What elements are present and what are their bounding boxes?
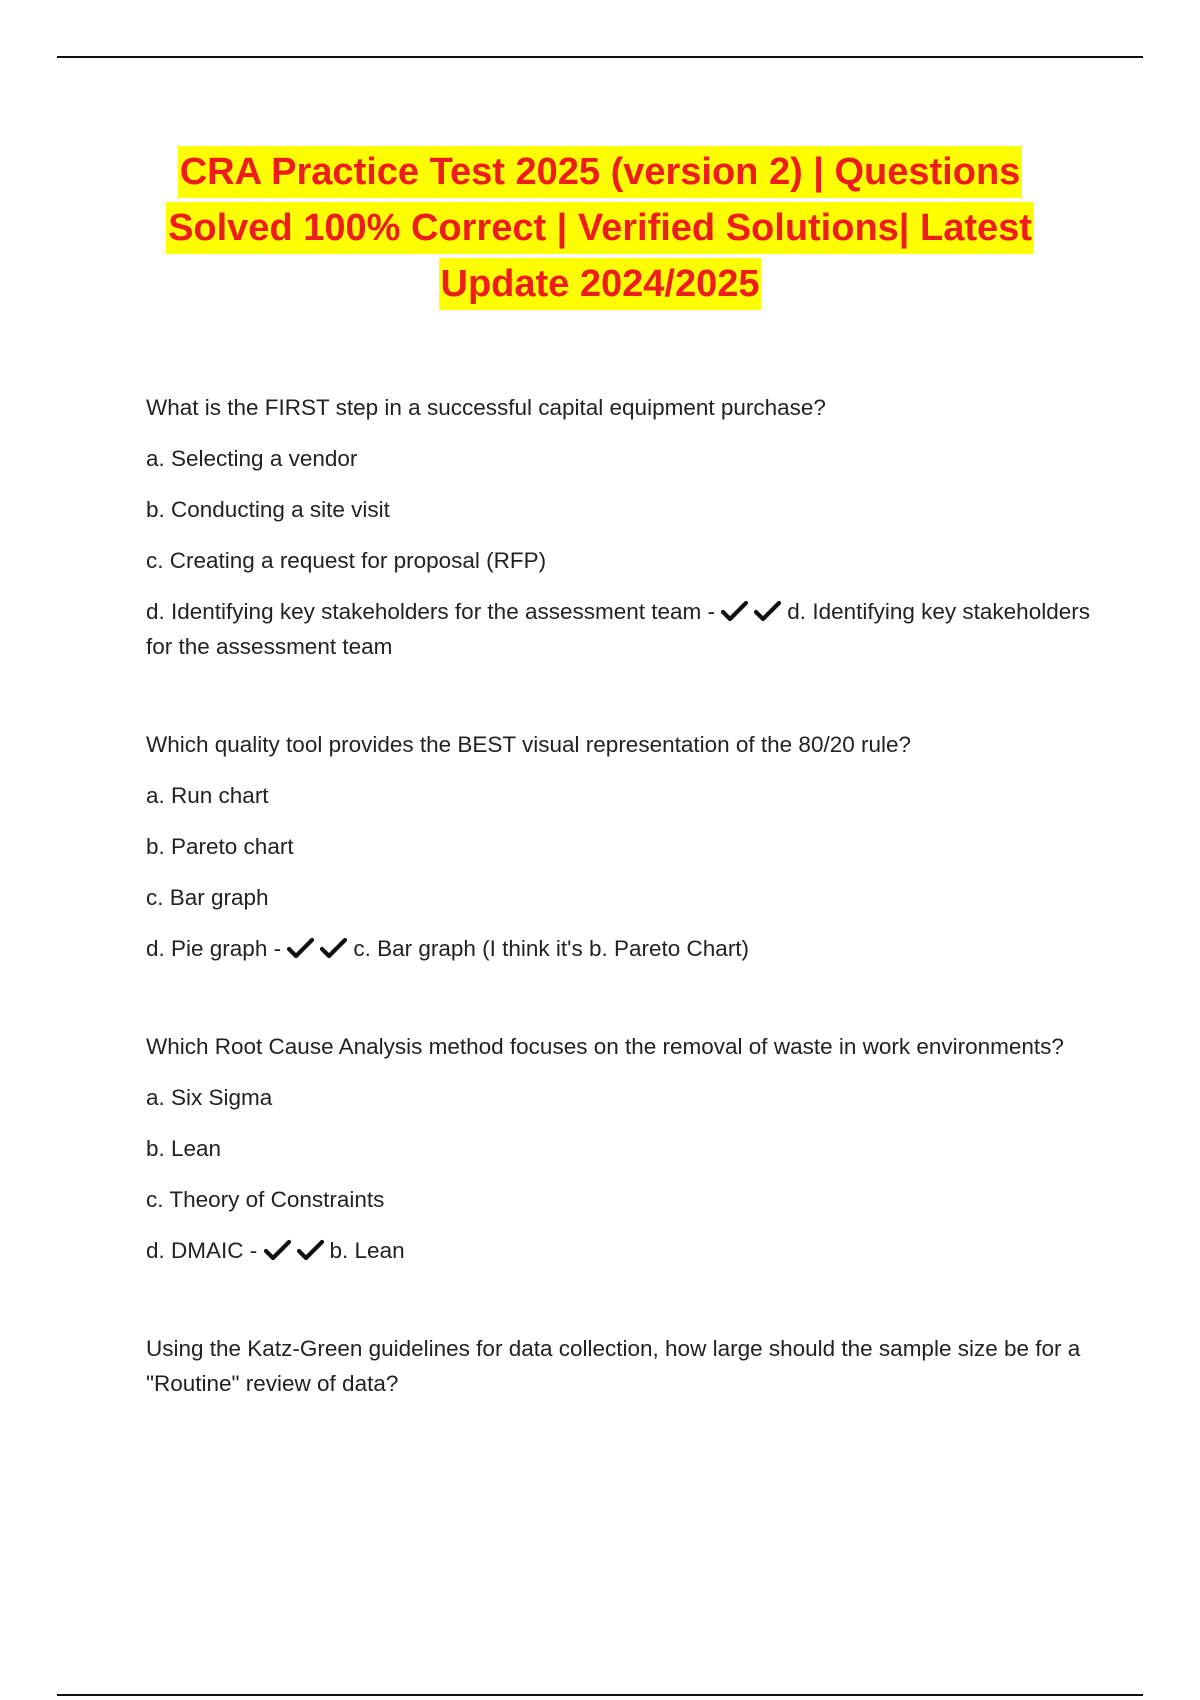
top-rule	[57, 56, 1143, 58]
question-2	[146, 727, 1096, 966]
check-icon	[297, 1239, 324, 1261]
question-list	[146, 390, 1096, 1464]
question-text: Using the Katz-Green guidelines for data collection, how large should the sample size be for a "Routine" review of data?	[146, 1336, 1081, 1396]
question-text: Which quality tool provides the BEST visual representation of the 80/20 rule?	[146, 732, 912, 757]
title-line-2: Solved 100% Correct | Verified Solutions| Latest	[166, 202, 1034, 254]
option-d	[146, 594, 1096, 664]
option-d-text: d. Identifying key stakeholders for the assessment team -	[146, 599, 716, 624]
check-icon	[264, 1239, 291, 1261]
answer-text: c. Bar graph (I think it's b. Pareto Chart)	[353, 936, 750, 961]
question-1	[146, 390, 1096, 664]
option-b: b. Conducting a site visit	[146, 497, 390, 522]
option-a: a. Run chart	[146, 783, 269, 808]
option-c: c. Creating a request for proposal (RFP)	[146, 548, 547, 573]
option-d-text: d. Pie graph -	[146, 936, 282, 961]
option-d	[146, 931, 1096, 966]
bottom-rule	[57, 1694, 1143, 1696]
check-icon	[287, 937, 314, 959]
title-line-1: CRA Practice Test 2025 (version 2) | Questions	[178, 146, 1023, 198]
document-title	[100, 144, 1100, 312]
question-text: What is the FIRST step in a successful capital equipment purchase?	[146, 395, 826, 420]
question-4	[146, 1331, 1096, 1401]
title-line-3: Update 2024/2025	[439, 258, 762, 310]
option-c: c. Theory of Constraints	[146, 1187, 385, 1212]
option-d	[146, 1233, 1096, 1268]
answer-text: b. Lean	[329, 1238, 405, 1263]
answer-text: d. Identifying key stakeholders for the assessment team	[146, 599, 1090, 659]
check-icon	[754, 600, 781, 622]
check-icon	[721, 600, 748, 622]
option-a: a. Selecting a vendor	[146, 446, 358, 471]
question-text: Which Root Cause Analysis method focuses on the removal of waste in work environments?	[146, 1034, 1064, 1059]
question-3	[146, 1029, 1096, 1268]
option-c: c. Bar graph	[146, 885, 269, 910]
option-d-text: d. DMAIC -	[146, 1238, 258, 1263]
option-a: a. Six Sigma	[146, 1085, 273, 1110]
option-b: b. Lean	[146, 1136, 222, 1161]
check-icon	[320, 937, 347, 959]
option-b: b. Pareto chart	[146, 834, 294, 859]
